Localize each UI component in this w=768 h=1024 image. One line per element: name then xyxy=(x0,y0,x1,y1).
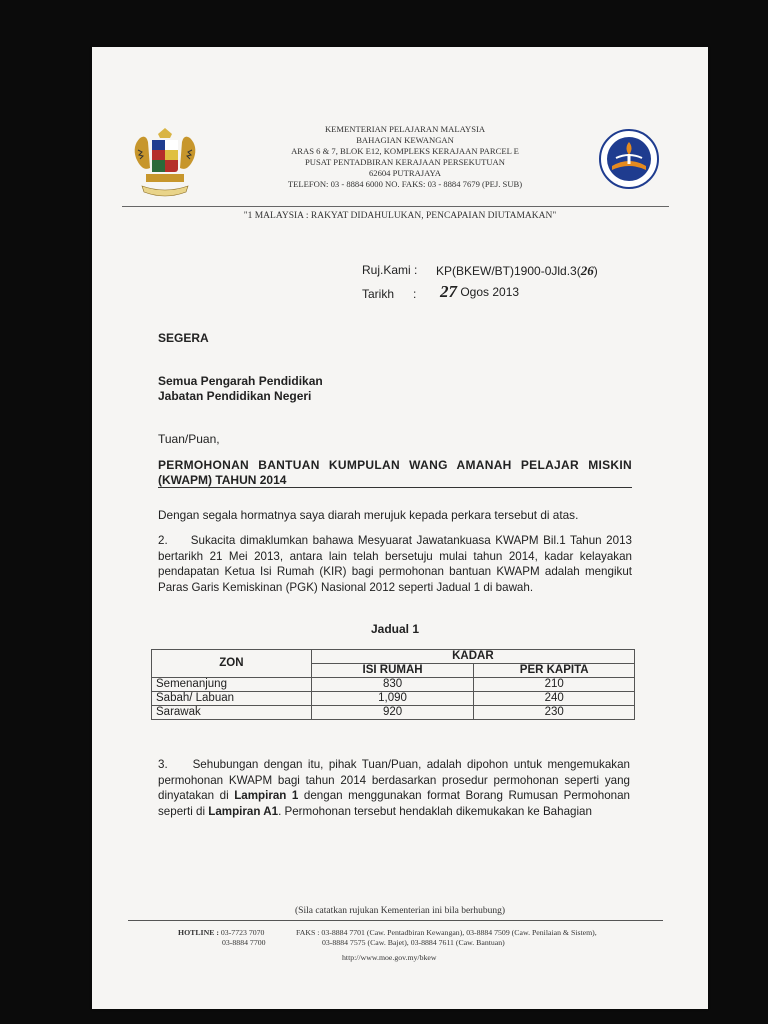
per-kapita-cell: 230 xyxy=(474,706,635,720)
isi-rumah-header: ISI RUMAH xyxy=(311,664,474,678)
table-row xyxy=(152,692,635,706)
tarikh-colon: : xyxy=(413,287,417,301)
letterhead xyxy=(215,124,595,190)
tarikh-label: Tarikh xyxy=(362,287,395,301)
intro-paragraph: Dengan segala hormatnya saya diarah merujuk kepada perkara tersebut di atas. xyxy=(158,508,579,522)
subject-line-2: (KWAPM) TAHUN 2014 xyxy=(158,473,287,487)
address-line-1: ARAS 6 & 7, BLOK E12, KOMPLEKS KERAJAAN PARCEL E xyxy=(291,146,519,156)
zone-cell: Sabah/ Labuan xyxy=(152,692,312,706)
urgency-label: SEGERA xyxy=(158,331,209,345)
ruj-handwritten: 26 xyxy=(580,263,594,278)
faks-line-2: 03-8884 7575 (Caw. Bajet), 03-8884 7611 (Caw. Bantuan) xyxy=(322,938,505,947)
subject-underline xyxy=(158,487,632,488)
paragraph-2-number: 2. xyxy=(158,534,168,547)
table-header-row xyxy=(152,650,635,664)
lampiran-a1-ref: Lampiran A1 xyxy=(208,804,279,818)
hotline-number-2: 03-8884 7700 xyxy=(222,938,266,947)
isi-rumah-cell: 1,090 xyxy=(311,692,474,706)
kadar-table xyxy=(151,649,635,720)
per-kapita-cell: 240 xyxy=(474,692,635,706)
isi-rumah-cell: 920 xyxy=(311,706,474,720)
salutation: Tuan/Puan, xyxy=(158,432,220,446)
hotline-label: HOTLINE : xyxy=(178,928,219,937)
per-kapita-cell: 210 xyxy=(474,678,635,692)
ruj-close: ) xyxy=(593,264,598,278)
addressee-line-2: Jabatan Pendidikan Negeri xyxy=(158,389,312,403)
zone-cell: Sarawak xyxy=(152,706,312,720)
paragraph-2 xyxy=(158,533,632,595)
footer-divider xyxy=(128,920,663,921)
paragraph-3-text-2: dengan menggunakan format Borang Rumusan Permohonan seperti di xyxy=(158,789,631,818)
ruj-number: KP(BKEW/BT)1900-0Jld.3( xyxy=(436,264,581,278)
ministry-name: KEMENTERIAN PELAJARAN MALAYSIA xyxy=(324,124,486,134)
address-line-2: PUSAT PENTADBIRAN KERAJAAN PERSEKUTUAN xyxy=(305,157,505,167)
table-row xyxy=(152,706,635,720)
paragraph-3-text-3: . Permohonan tersebut hendaklah dikemukakan ke Bahagian xyxy=(278,804,592,818)
zone-cell: Semenanjung xyxy=(152,678,312,692)
ruj-value xyxy=(436,263,598,279)
faks-line-1: FAKS : 03-8884 7701 (Caw. Pentadbiran Kewangan), 03-8884 7509 (Caw. Penilaian & Sistem), xyxy=(296,928,597,937)
website-url: http://www.moe.gov.my/bkew xyxy=(342,953,437,962)
per-kapita-header: PER KAPITA xyxy=(474,664,635,678)
address-line-3: 62604 PUTRAJAYA xyxy=(368,168,442,178)
tarikh-value xyxy=(440,282,519,302)
paragraph-3-text-1: Sehubungan dengan itu, pihak Tuan/Puan, adalah dipohon untuk mengemukakan permohonan KWAPM bagi tahun 2014 berdasarkan prosedur permohonan seperti yang dinyatakan di xyxy=(158,758,630,802)
contact-line: TELEFON: 03 - 8884 6000 NO. FAKS: 03 - 8884 7679 (PEJ. SUB) xyxy=(287,179,523,189)
hotline-block xyxy=(178,928,264,938)
footer-note: (Sila catatkan rujukan Kementerian ini bila berhubung) xyxy=(295,906,505,916)
ruj-label: Ruj.Kami : xyxy=(362,263,418,277)
paragraph-3 xyxy=(158,757,630,819)
paragraph-3-number: 3. xyxy=(158,758,168,771)
ministry-logo-icon xyxy=(598,128,660,190)
tarikh-handwritten-day: 27 xyxy=(440,282,457,301)
kadar-header: KADAR xyxy=(311,650,634,664)
coat-of-arms-icon xyxy=(128,128,202,200)
zone-header: ZON xyxy=(152,650,312,678)
addressee-line-1: Semua Pengarah Pendidikan xyxy=(158,374,323,388)
paragraph-2-text: Sukacita dimaklumkan bahawa Mesyuarat Jawatankuasa KWAPM Bil.1 Tahun 2013 bertarikh 21 Mei 2013, antara lain telah bersetuju mulai tahun 2014, kadar kelayakan pendapatan Ketua Isi Rumah (KIR) bagi permohonan bantuan KWAPM adalah mengikut Paras Garis Kemiskinan (PGK) Nasional 2012 seperti Jadual 1 di bawah. xyxy=(158,534,632,594)
lampiran-1-ref: Lampiran 1 xyxy=(234,789,299,802)
division-name: BAHAGIAN KEWANGAN xyxy=(356,135,454,145)
tarikh-month-year: Ogos 2013 xyxy=(460,285,520,299)
table-caption: Jadual 1 xyxy=(371,622,420,636)
hotline-number-1: 03-7723 7070 xyxy=(220,928,265,937)
table-row xyxy=(152,678,635,692)
slogan: "1 MALAYSIA : RAKYAT DIDAHULUKAN, PENCAPAIAN DIUTAMAKAN" xyxy=(243,211,557,221)
isi-rumah-cell: 830 xyxy=(311,678,474,692)
header-divider xyxy=(122,206,669,207)
subject-line-1: PERMOHONAN BANTUAN KUMPULAN WANG AMANAH PELAJAR MISKIN xyxy=(158,458,632,472)
